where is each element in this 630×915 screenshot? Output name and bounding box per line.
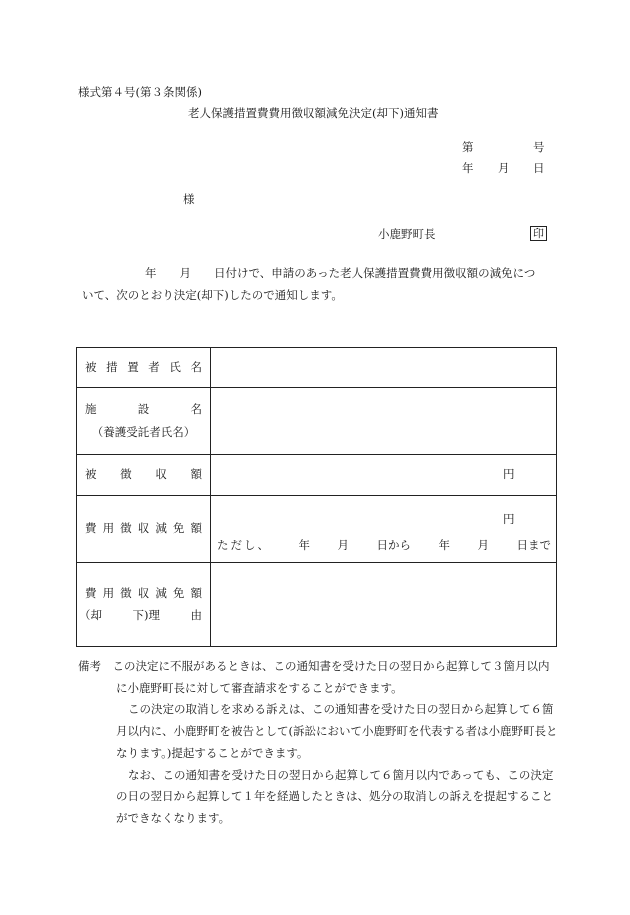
value-reduction-amount[interactable] [211,496,557,563]
label-collection-amount: 被 徴 収 額 [85,467,202,482]
date-day: 日 [533,161,545,175]
body-line-1: 年 月 日付けで、申請のあった老人保護措置費費用徴収額の減免につ [145,266,536,280]
body-line-2: いて、次のとおり決定(却下)したので通知します。 [82,288,343,302]
row-collection-amount [77,455,557,496]
seal-mark: 印 [530,226,547,241]
doc-number-prefix: 第 [462,140,474,154]
remark-lawsuit: この決定の取消しを求める訴えは、この通知書を受けた日の翌日から起算して６箇月以内に、小鹿野町を被告として(訴訟において小鹿野町を代表する者は小鹿野町長となります。)提起することができます。 [116,702,558,760]
date-month: 月 [498,161,510,175]
issuer-name: 小鹿野町長 [378,227,436,241]
label-reduction-amount-2: 費 用 徴 収 減 免 額 [85,585,202,600]
remarks-section [78,656,558,830]
value-collection-amount[interactable] [211,455,557,496]
addressee-suffix: 様 [183,192,195,206]
doc-number-suffix: 号 [533,140,545,154]
date-year: 年 [462,161,474,175]
value-recipient-name[interactable] [211,348,557,388]
yen-unit: 円 [503,467,515,481]
label-reduction-amount: 費 用 徴 収 減 免 額 [85,521,202,536]
document-title: 老人保護措置費費用徴収額減免決定(却下)通知書 [188,106,439,120]
remark-appeal: 備考 この決定に不服があるときは、この通知書を受けた日の翌日から起算して３箇月以内に小鹿野町長に対して審査請求をすることができます。 [78,659,550,695]
reduction-period: ただし、 年 月 日から 年 月 日まで [217,538,551,552]
remark-deadline: なお、この通知書を受けた日の翌日から起算して６箇月以内であっても、この決定の日の翌日から起算して１年を経過したときは、処分の取消しの訴えを提起することができなくなります。 [116,767,554,825]
form-number: 様式第４号(第３条関係) [78,85,202,99]
label-facility-name: 施 設 名 [85,402,202,416]
label-recipient-name: 被 措 置 者 氏 名 [85,359,202,374]
row-facility-name [77,388,557,455]
label-rejection-reason: （却 下)理 由 [79,608,202,622]
yen-unit: 円 [503,512,515,526]
value-facility-name[interactable] [211,388,557,455]
row-rejection-reason [77,563,557,647]
row-reduction-amount [77,496,557,563]
label-foster-name: （養護受託者氏名） [91,424,196,439]
form-table [76,347,557,647]
row-recipient-name [77,348,557,388]
value-rejection-reason[interactable] [211,563,557,647]
